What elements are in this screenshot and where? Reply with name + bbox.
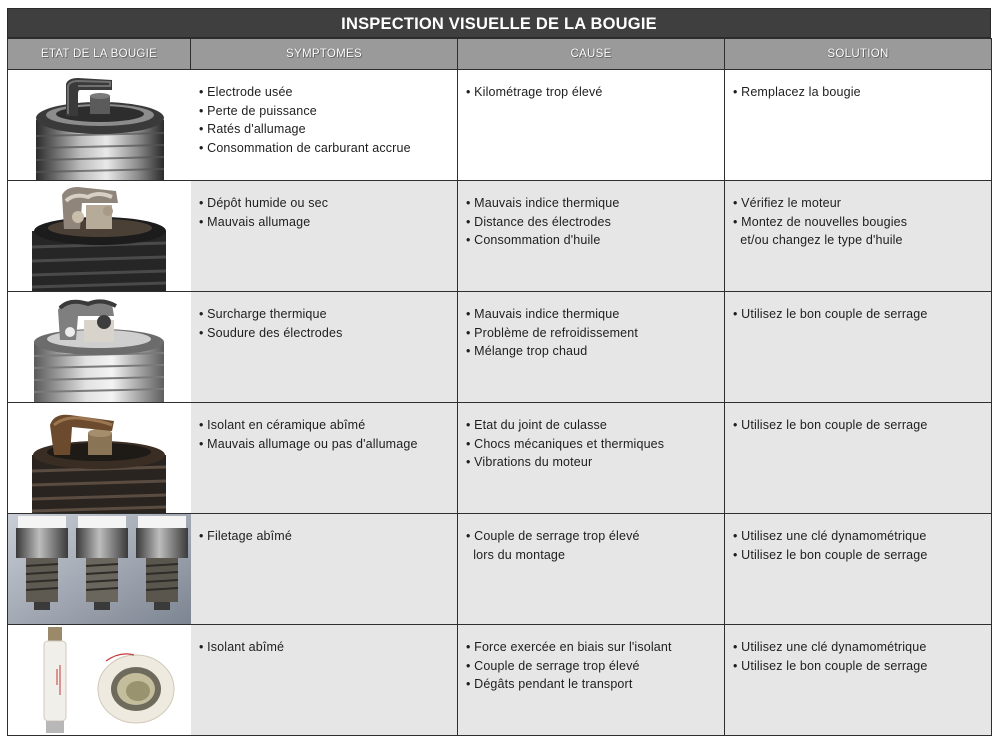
cause-cell bbox=[458, 625, 725, 736]
inspection-table bbox=[7, 38, 992, 736]
list-item: • Isolant en céramique abîmé bbox=[199, 416, 457, 435]
list-item: • Distance des électrodes bbox=[466, 213, 724, 232]
list-item: • Mauvais allumage ou pas d'allumage bbox=[199, 435, 457, 454]
solution-cell bbox=[725, 514, 992, 625]
list-item: • Problème de refroidissement bbox=[466, 324, 724, 343]
plug-image-cell bbox=[8, 625, 191, 736]
list-item: • Force exercée en biais sur l'isolant bbox=[466, 638, 724, 657]
cause-cell bbox=[458, 292, 725, 403]
cause-cell bbox=[458, 70, 725, 181]
plug-image-cell bbox=[8, 70, 191, 181]
list-item: • Remplacez la bougie bbox=[733, 83, 991, 102]
table-row bbox=[8, 514, 992, 625]
list-item: • Etat du joint de culasse bbox=[466, 416, 724, 435]
list-item: • Perte de puissance bbox=[199, 102, 457, 121]
solution-cell bbox=[725, 625, 992, 736]
symptomes-cell bbox=[191, 514, 458, 625]
solution-cell bbox=[725, 403, 992, 514]
list-item: • Utilisez le bon couple de serrage bbox=[733, 416, 991, 435]
list-item: • Montez de nouvelles bougies bbox=[733, 213, 991, 232]
spark-plug-overheated-icon bbox=[8, 292, 191, 402]
list-item: • Utilisez le bon couple de serrage bbox=[733, 546, 991, 565]
cause-cell bbox=[458, 181, 725, 292]
spark-plugs-damaged-threads-icon bbox=[8, 514, 191, 624]
list-item: • Utilisez une clé dynamométrique bbox=[733, 527, 991, 546]
list-item: • Couple de serrage trop élevé bbox=[466, 657, 724, 676]
list-item: • Chocs mécaniques et thermiques bbox=[466, 435, 724, 454]
page-title: INSPECTION VISUELLE DE LA BOUGIE bbox=[7, 8, 991, 38]
header-etat: ETAT DE LA BOUGIE bbox=[8, 39, 191, 70]
list-item: • Kilométrage trop élevé bbox=[466, 83, 724, 102]
solution-cell bbox=[725, 70, 992, 181]
plug-image-cell bbox=[8, 514, 191, 625]
list-item: et/ou changez le type d'huile bbox=[740, 233, 903, 247]
list-item: • Utilisez une clé dynamométrique bbox=[733, 638, 991, 657]
symptomes-cell bbox=[191, 403, 458, 514]
list-item: • Dégâts pendant le transport bbox=[466, 675, 724, 694]
list-item: • Mauvais indice thermique bbox=[466, 194, 724, 213]
symptomes-cell bbox=[191, 292, 458, 403]
plug-image-cell bbox=[8, 292, 191, 403]
symptomes-cell bbox=[191, 625, 458, 736]
list-item: • Electrode usée bbox=[199, 83, 457, 102]
list-item: • Mauvais indice thermique bbox=[466, 305, 724, 324]
symptomes-cell bbox=[191, 181, 458, 292]
plug-image-cell bbox=[8, 403, 191, 514]
list-item: • Mélange trop chaud bbox=[466, 342, 724, 361]
symptomes-cell bbox=[191, 70, 458, 181]
header-symptomes: SYMPTOMES bbox=[191, 39, 458, 70]
cause-cell bbox=[458, 514, 725, 625]
list-item: • Vérifiez le moteur bbox=[733, 194, 991, 213]
list-item: • Surcharge thermique bbox=[199, 305, 457, 324]
list-item: • Mauvais allumage bbox=[199, 213, 457, 232]
header-solution: SOLUTION bbox=[725, 39, 992, 70]
table-row bbox=[8, 292, 992, 403]
inspection-sheet bbox=[7, 8, 991, 736]
list-item: • Filetage abîmé bbox=[199, 527, 457, 546]
table-row bbox=[8, 181, 992, 292]
list-item: • Isolant abîmé bbox=[199, 638, 457, 657]
spark-plug-damaged-insulator-icon bbox=[8, 403, 191, 513]
spark-plug-worn-electrode-icon bbox=[8, 70, 191, 180]
solution-cell bbox=[725, 181, 992, 292]
table-row bbox=[8, 403, 992, 514]
solution-cell bbox=[725, 292, 992, 403]
table-row bbox=[8, 625, 992, 736]
list-item: lors du montage bbox=[473, 547, 566, 562]
header-cause: CAUSE bbox=[458, 39, 725, 70]
cause-cell bbox=[458, 403, 725, 514]
table-row bbox=[8, 70, 992, 181]
list-item: • Utilisez le bon couple de serrage bbox=[733, 305, 991, 324]
plug-image-cell bbox=[8, 181, 191, 292]
spark-plug-wet-deposits-icon bbox=[8, 181, 191, 291]
list-item: • Consommation d'huile bbox=[466, 231, 724, 250]
header-row bbox=[8, 39, 992, 70]
list-item: • Vibrations du moteur bbox=[466, 453, 724, 472]
list-item: • Couple de serrage trop élevé bbox=[466, 527, 724, 546]
list-item: • Ratés d'allumage bbox=[199, 120, 457, 139]
list-item: • Consommation de carburant accrue bbox=[199, 139, 457, 158]
list-item: • Dépôt humide ou sec bbox=[199, 194, 457, 213]
spark-plug-broken-insulator-icon bbox=[8, 625, 191, 735]
list-item: • Soudure des électrodes bbox=[199, 324, 457, 343]
list-item: • Utilisez le bon couple de serrage bbox=[733, 657, 991, 676]
